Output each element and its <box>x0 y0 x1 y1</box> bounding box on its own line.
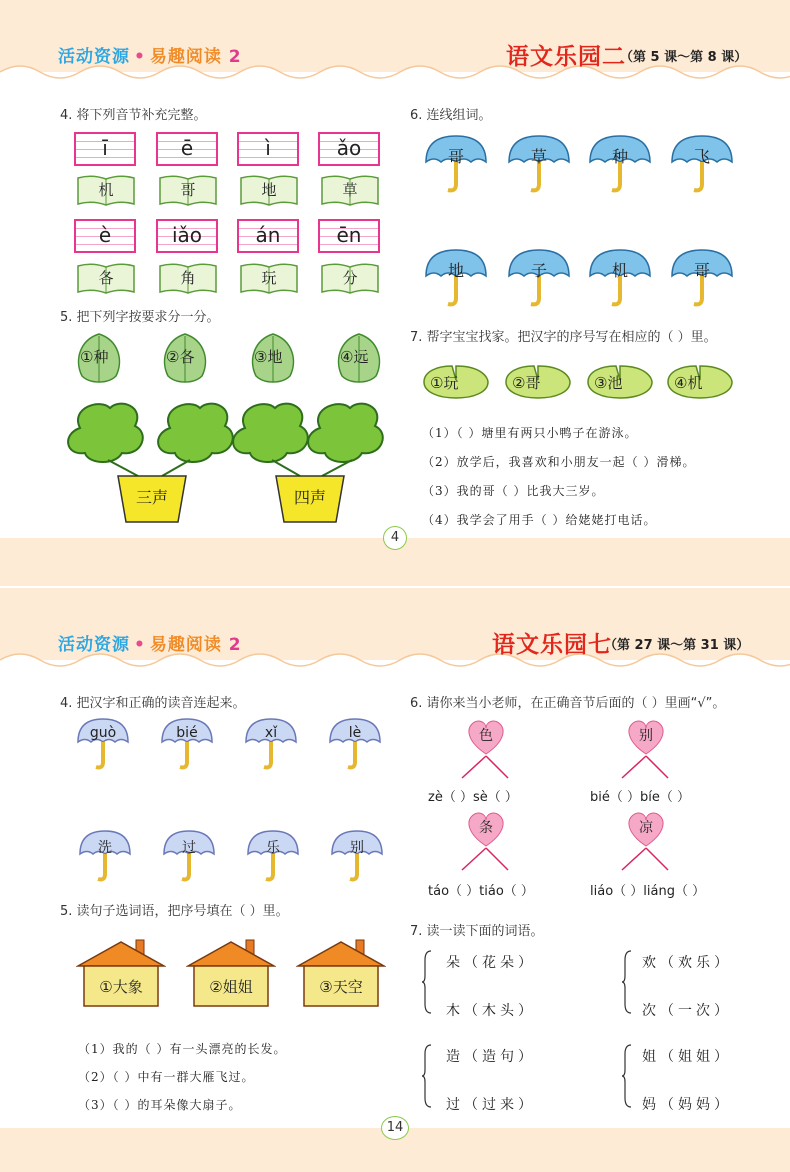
umbrella-card: 洗 <box>78 828 132 884</box>
brace <box>422 950 432 1014</box>
word-item: 造（造句） <box>446 1049 536 1065</box>
umbrella-card: 地 <box>424 246 488 310</box>
question-4-title: 4. 把汉字和正确的读音连起来。 <box>60 696 246 711</box>
pinyin-box: án <box>237 219 299 253</box>
pinyin-box: è <box>74 219 136 253</box>
book-card: 草 <box>320 174 380 206</box>
brace <box>622 950 632 1014</box>
question-4-title: 4. 将下列音节补充完整。 <box>60 108 207 123</box>
umbrella-card: 草 <box>507 132 571 196</box>
flower-pot: 三声 <box>116 474 188 518</box>
umbrella-card: 过 <box>162 828 216 884</box>
leaf-card: ②各 <box>160 332 210 384</box>
pinyin-box: ì <box>237 132 299 166</box>
sentence-line: （3）我的哥（ ）比我大三岁。 <box>422 484 605 498</box>
branch-lines <box>400 716 780 906</box>
question-5-title: 5. 把下列字按要求分一分。 <box>60 310 220 325</box>
pinyin-box: ē <box>156 132 218 166</box>
book-card: 机 <box>76 174 136 206</box>
lesson-range: （第 5 课～第 8 课） <box>620 50 748 65</box>
word-item: 姐（姐姐） <box>642 1049 732 1065</box>
page-number: 14 <box>381 1116 409 1140</box>
word-item: 过（过来） <box>446 1097 536 1113</box>
sentence-line: （1）（ ）塘里有两只小鸭子在游泳。 <box>422 426 638 440</box>
brace <box>422 1044 432 1108</box>
umbrella-card: 飞 <box>670 132 734 196</box>
leaf-card: ④远 <box>334 332 384 384</box>
umbrella-card: 机 <box>588 246 652 310</box>
house-card: ③天空 <box>296 938 386 1008</box>
umbrella-card: guò <box>76 716 130 772</box>
umbrella-card: 别 <box>330 828 384 884</box>
pinyin-options: zè（ ）sè（ ） <box>428 790 518 805</box>
book-card: 各 <box>76 262 136 294</box>
heart-card: 凉 <box>626 810 666 848</box>
lily-pad: ③池 <box>586 364 654 400</box>
umbrella-card: 哥 <box>424 132 488 196</box>
page-number: 4 <box>383 526 407 550</box>
pinyin-box: ǎo <box>318 132 380 166</box>
pinyin-options: táo（ ）tiáo（ ） <box>428 884 534 899</box>
lesson-range: （第 27 课～第 31 课） <box>604 638 750 653</box>
pinyin-box: ī <box>74 132 136 166</box>
pinyin-options: liáo（ ）liáng（ ） <box>590 884 706 899</box>
heart-card: 条 <box>466 810 506 848</box>
umbrella-card: bié <box>160 716 214 772</box>
book-card: 玩 <box>239 262 299 294</box>
umbrella-card: 子 <box>507 246 571 310</box>
word-item: 次（一次） <box>642 1003 732 1019</box>
series-title: 活动资源 • 易趣阅读 2 <box>58 47 242 67</box>
leaf-card: ③地 <box>248 332 298 384</box>
sentence-line: （4）我学会了用手（ ）给姥姥打电话。 <box>422 513 657 527</box>
pinyin-box: iǎo <box>156 219 218 253</box>
umbrella-card: 种 <box>588 132 652 196</box>
heart-card: 色 <box>466 718 506 756</box>
sentence-line: （3）（ ）的耳朵像大扇子。 <box>78 1098 242 1112</box>
brace <box>622 1044 632 1108</box>
book-card: 角 <box>158 262 218 294</box>
umbrella-card: xǐ <box>244 716 298 772</box>
word-item: 欢（欢乐） <box>642 955 732 971</box>
question-5-title: 5. 读句子选词语，把序号填在（ ）里。 <box>60 904 289 919</box>
flower-pot: 四声 <box>274 474 346 518</box>
house-card: ①大象 <box>76 938 166 1008</box>
question-7-title: 7. 读一读下面的词语。 <box>410 924 544 939</box>
word-item: 妈（妈妈） <box>642 1097 732 1113</box>
question-7-title: 7. 帮字宝宝找家。把汉字的序号写在相应的（ ）里。 <box>410 330 717 345</box>
lily-pad: ②哥 <box>504 364 572 400</box>
word-item: 木（木头） <box>446 1003 536 1019</box>
book-card: 哥 <box>158 174 218 206</box>
umbrella-card: 哥 <box>670 246 734 310</box>
word-item: 朵（花朵） <box>446 955 536 971</box>
leaf-card: ①种 <box>74 332 124 384</box>
lily-pad: ④机 <box>666 364 734 400</box>
series-title: 活动资源 • 易趣阅读 2 <box>58 635 242 655</box>
sentence-line: （1）我的（ ）有一头漂亮的长发。 <box>78 1042 287 1056</box>
lily-pad: ①玩 <box>422 364 490 400</box>
book-card: 分 <box>320 262 380 294</box>
umbrella-card: lè <box>328 716 382 772</box>
book-card: 地 <box>239 174 299 206</box>
question-6-title: 6. 请你来当小老师，在正确音节后面的（ ）里画“√”。 <box>410 696 726 711</box>
pinyin-box: ēn <box>318 219 380 253</box>
question-6-title: 6. 连线组词。 <box>410 108 492 123</box>
unit-title: 语文乐园七 <box>492 632 612 658</box>
sentence-line: （2）（ ）中有一群大雁飞过。 <box>78 1070 255 1084</box>
house-card: ②姐姐 <box>186 938 276 1008</box>
workbook-page-14 <box>0 588 790 1172</box>
pinyin-options: bié（ ）bíe（ ） <box>590 790 690 805</box>
umbrella-card: 乐 <box>246 828 300 884</box>
heart-card: 别 <box>626 718 666 756</box>
sentence-line: （2）放学后，我喜欢和小朋友一起（ ）滑梯。 <box>422 455 696 469</box>
unit-title: 语文乐园二 <box>506 44 626 70</box>
